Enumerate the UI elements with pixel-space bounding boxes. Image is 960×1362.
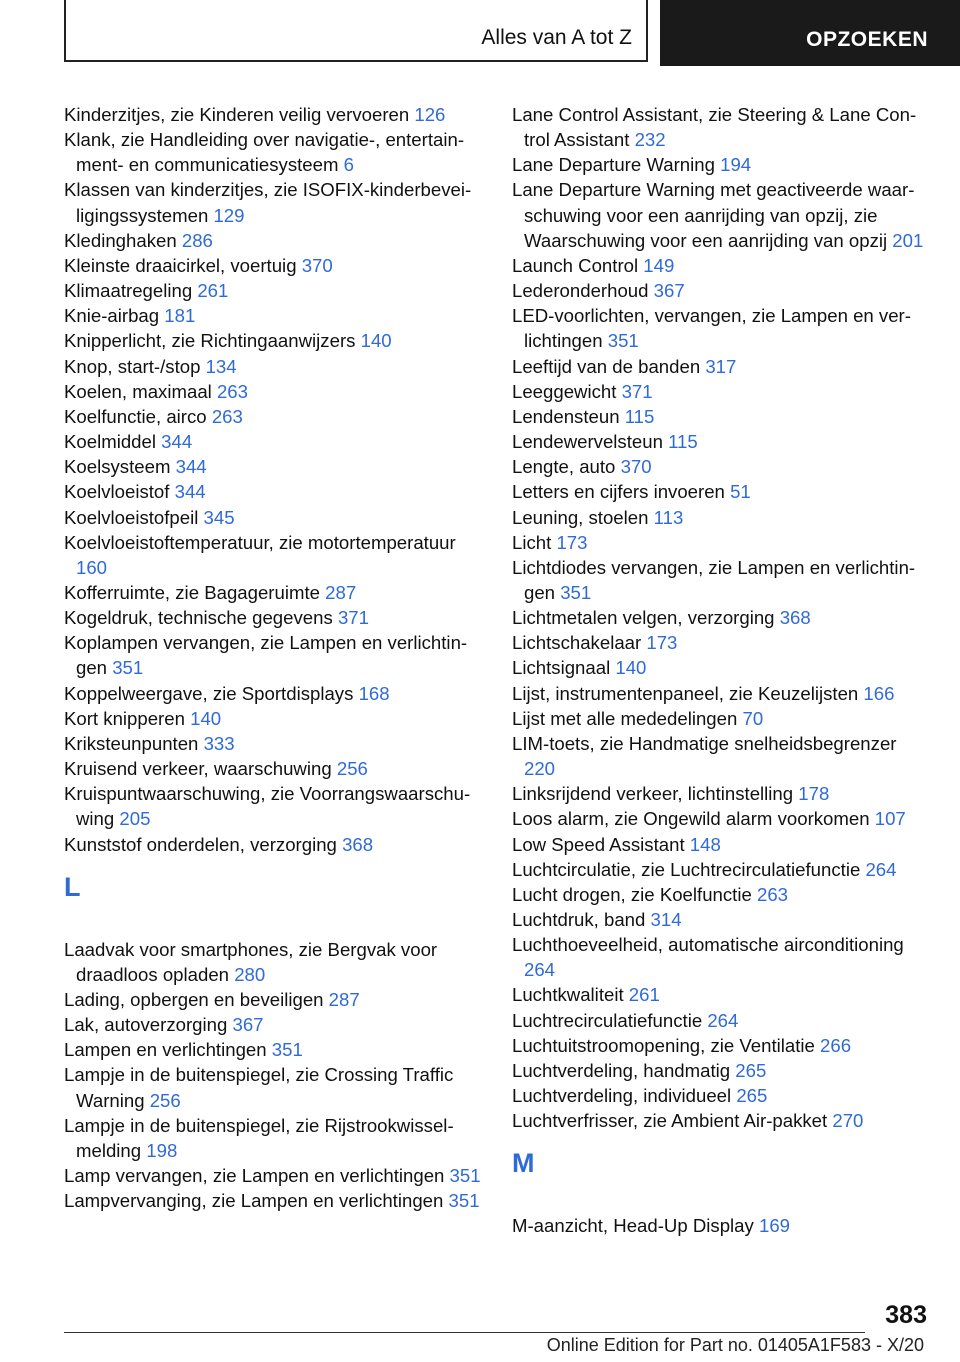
index-entry bbox=[64, 354, 489, 379]
index-entry bbox=[64, 1012, 489, 1037]
index-entry-page-link[interactable]: 287 bbox=[328, 989, 360, 1010]
index-entry bbox=[64, 127, 489, 177]
index-entry-text: Koppelweergave, zie Sportdisplays bbox=[64, 682, 354, 704]
index-entry-page-link[interactable]: 317 bbox=[705, 355, 737, 377]
index-entry bbox=[64, 530, 489, 580]
index-entry bbox=[512, 379, 932, 404]
index-entry-text: Koelvloeistofpeil bbox=[64, 506, 199, 528]
index-entry-text: Lak, autoverzorging bbox=[64, 1014, 228, 1036]
index-entry-text: Lane Departure Warning bbox=[512, 154, 715, 176]
index-group-l-continued bbox=[512, 102, 932, 1133]
index-entry-text: Lading, opbergen en beveiligen bbox=[64, 989, 324, 1010]
index-entry bbox=[64, 429, 489, 454]
index-entry-page-link[interactable]: 256 bbox=[149, 1089, 181, 1111]
index-entry-page-link[interactable]: 333 bbox=[203, 732, 235, 754]
index-entry-page-link[interactable]: 314 bbox=[650, 909, 682, 930]
index-entry bbox=[512, 253, 932, 278]
index-entry-text: Lichtschakelaar bbox=[512, 632, 642, 654]
index-entry-text: Lucht drogen, zie Koelfunctie bbox=[512, 883, 752, 905]
footer-edition: Online Edition for Part no. 01405A1F583 - X/20 bbox=[546, 1335, 924, 1355]
index-entry bbox=[64, 177, 489, 227]
index-entry-page-link[interactable]: 370 bbox=[620, 456, 652, 478]
index-entry-page-link[interactable]: 371 bbox=[337, 607, 369, 629]
index-entry-text: LIM-toets, zie Handmatige snelheidsbegrenzer bbox=[512, 732, 897, 754]
index-entry-page-link[interactable]: 148 bbox=[689, 833, 721, 855]
index-entry bbox=[512, 152, 932, 177]
index-entry-page-link[interactable]: 140 bbox=[360, 330, 392, 352]
index-entry bbox=[64, 505, 489, 530]
index-entry-page-link[interactable]: 134 bbox=[205, 355, 237, 377]
index-entry-text: Lamp vervangen, zie Lampen en verlichtingen bbox=[64, 1165, 445, 1187]
index-entry-page-link[interactable]: 368 bbox=[342, 833, 374, 855]
index-entry-text: Lampje in de buitenspiegel, zie Rijstrookwisselmelding bbox=[64, 1114, 454, 1161]
index-entry bbox=[64, 1113, 489, 1163]
index-entry-page-link[interactable]: 344 bbox=[161, 431, 193, 453]
index-letter-l: L bbox=[64, 871, 81, 902]
index-entry-text: Low Speed Assistant bbox=[512, 833, 685, 855]
index-group-m bbox=[512, 1213, 932, 1238]
index-entry-page-link[interactable]: 368 bbox=[779, 607, 811, 629]
index-entry bbox=[64, 706, 489, 731]
index-entry-page-link[interactable]: 173 bbox=[556, 531, 588, 553]
index-entry-text: Lichtmetalen velgen, verzorging bbox=[512, 607, 775, 629]
index-entry-page-link[interactable]: 140 bbox=[615, 657, 647, 679]
index-entry-page-link[interactable]: 264 bbox=[524, 959, 556, 981]
index-entry bbox=[64, 454, 489, 479]
index-entry-page-link[interactable]: 345 bbox=[203, 506, 235, 528]
index-entry-text: Leuning, stoelen bbox=[512, 506, 649, 528]
index-entry bbox=[64, 1188, 489, 1213]
index-entry-page-link[interactable]: 113 bbox=[653, 506, 684, 528]
page-header bbox=[64, 0, 960, 66]
index-entry bbox=[512, 706, 932, 731]
index-entry bbox=[512, 630, 932, 655]
index-entry-text: Licht bbox=[512, 531, 552, 553]
index-entry bbox=[512, 1033, 932, 1058]
opzoeken-tab[interactable] bbox=[660, 0, 960, 66]
index-entry bbox=[512, 454, 932, 479]
index-entry bbox=[64, 630, 489, 680]
index-entry-page-link[interactable]: 264 bbox=[865, 858, 897, 880]
index-entry bbox=[512, 1008, 932, 1033]
index-entry-page-link[interactable]: 205 bbox=[119, 808, 151, 830]
index-entry bbox=[64, 404, 489, 429]
index-group-l bbox=[64, 937, 489, 1214]
index-entry bbox=[64, 479, 489, 504]
index-entry bbox=[512, 857, 932, 882]
index-entry-text: Lampen en verlichtingen bbox=[64, 1039, 267, 1061]
index-entry-text: Lichtdiodes vervangen, zie Lampen en verlichtingen bbox=[512, 556, 916, 603]
index-entry-text: Koelfunctie, airco bbox=[64, 405, 207, 427]
index-entry-text: Laadvak voor smartphones, zie Bergvak voor draadloos opladen bbox=[64, 938, 438, 985]
index-entry bbox=[512, 932, 932, 982]
index-entry-text: Letters en cijfers invoeren bbox=[512, 481, 725, 503]
index-entry-text: Luchtverfrisser, zie Ambient Air-pakket bbox=[512, 1110, 828, 1132]
index-entry-text: Klimaatregeling bbox=[64, 280, 193, 302]
index-entry bbox=[64, 1163, 489, 1188]
index-entry-text: Lampje in de buitenspiegel, zie Crossing Traffic Warning bbox=[64, 1064, 454, 1111]
index-entry bbox=[512, 882, 932, 907]
index-entry bbox=[512, 605, 932, 630]
index-entry-text: Lendewervelsteun bbox=[512, 431, 663, 453]
index-entry bbox=[512, 655, 932, 680]
index-entry bbox=[512, 832, 932, 857]
index-entry bbox=[64, 756, 489, 781]
index-entry-text: Kleinste draaicirkel, voertuig bbox=[64, 254, 297, 276]
index-entry-text: Lendensteun bbox=[512, 405, 620, 427]
index-entry-text: Lengte, auto bbox=[512, 456, 616, 478]
index-entry-text: Kruisend verkeer, waarschuwing bbox=[64, 758, 332, 780]
index-group-k bbox=[64, 102, 489, 857]
index-entry-text: Loos alarm, zie Ongewild alarm voorkomen bbox=[512, 808, 870, 830]
index-entry-text: Lijst, instrumentenpaneel, zie Keuzelijsten bbox=[512, 682, 859, 704]
index-entry-page-link[interactable]: 351 bbox=[448, 1190, 480, 1212]
index-entry bbox=[512, 404, 932, 429]
index-entry bbox=[64, 580, 489, 605]
index-entry bbox=[64, 253, 489, 278]
index-entry bbox=[512, 555, 932, 605]
index-entry-page-link[interactable]: 280 bbox=[234, 963, 266, 985]
index-entry-page-link[interactable]: 287 bbox=[325, 581, 357, 603]
index-entry bbox=[512, 1058, 932, 1083]
index-entry-text: Lijst met alle mededelingen bbox=[512, 707, 738, 729]
index-entry-page-link[interactable]: 178 bbox=[798, 783, 830, 805]
index-entry bbox=[64, 605, 489, 630]
index-column-right bbox=[512, 102, 932, 1239]
index-entry-text: Lampvervanging, zie Lampen en verlichtingen bbox=[64, 1190, 444, 1212]
index-entry bbox=[64, 328, 489, 353]
index-entry bbox=[512, 354, 932, 379]
index-entry-text: Kruispuntwaarschuwing, zie Voorrangswaarschuwing bbox=[64, 783, 471, 830]
index-entry-page-link[interactable]: 371 bbox=[621, 380, 653, 402]
index-entry-page-link[interactable]: 149 bbox=[643, 254, 675, 276]
index-entry-page-link[interactable]: 6 bbox=[343, 154, 354, 176]
index-entry-page-link[interactable]: 344 bbox=[174, 481, 206, 503]
index-entry bbox=[512, 731, 932, 781]
index-entry-page-link[interactable]: 367 bbox=[653, 280, 685, 302]
index-entry-page-link[interactable]: 351 bbox=[607, 330, 639, 352]
index-entry-page-link[interactable]: 367 bbox=[232, 1014, 264, 1036]
footer-rule bbox=[64, 1332, 865, 1333]
index-entry bbox=[512, 1108, 932, 1133]
index-entry-text: Launch Control bbox=[512, 254, 639, 276]
index-entry bbox=[512, 982, 932, 1007]
index-entry-page-link[interactable]: 351 bbox=[449, 1165, 481, 1187]
index-entry-page-link[interactable]: 169 bbox=[758, 1215, 791, 1237]
index-entry-page-link[interactable]: 160 bbox=[76, 556, 108, 578]
index-entry-page-link[interactable]: 107 bbox=[874, 808, 906, 830]
index-entry-page-link[interactable]: 129 bbox=[213, 204, 245, 226]
index-entry-page-link[interactable]: 263 bbox=[211, 405, 243, 427]
index-entry-text: Knop, start-/stop bbox=[64, 355, 201, 377]
index-entry bbox=[512, 681, 932, 706]
index-entry-page-link[interactable]: 70 bbox=[742, 707, 764, 729]
index-entry-page-link[interactable]: 51 bbox=[730, 481, 751, 503]
index-entry-text: Lederonderhoud bbox=[512, 280, 649, 302]
index-entry-page-link[interactable]: 351 bbox=[271, 1039, 303, 1061]
index-entry-text: Luchtkwaliteit bbox=[512, 984, 624, 1006]
index-entry-text: Luchtverdeling, handmatig bbox=[512, 1059, 731, 1081]
index-entry-page-link[interactable]: 201 bbox=[892, 229, 924, 251]
index-entry bbox=[512, 1213, 932, 1238]
index-entry bbox=[64, 781, 489, 831]
index-column-left bbox=[64, 102, 489, 1213]
index-entry-page-link[interactable]: 256 bbox=[336, 758, 368, 780]
index-entry-text: Kogeldruk, technische gegevens bbox=[64, 607, 333, 629]
index-entry bbox=[512, 530, 932, 555]
index-entry bbox=[64, 832, 489, 857]
index-entry bbox=[512, 907, 932, 932]
index-entry-text: Luchtverdeling, individueel bbox=[512, 1085, 732, 1107]
index-entry bbox=[64, 1037, 489, 1062]
index-entry-page-link[interactable]: 270 bbox=[832, 1110, 864, 1132]
index-entry-text: Luchtdruk, band bbox=[512, 909, 646, 930]
index-entry-text: Lane Control Assistant, zie Steering & Lane Control Assistant bbox=[512, 104, 917, 151]
index-entry-text: LED-voorlichten, vervangen, zie Lampen en verlichtingen bbox=[512, 305, 911, 352]
index-letter-m: M bbox=[512, 1148, 535, 1179]
index-entry bbox=[512, 1083, 932, 1108]
index-entry-text: Luchtuitstroomopening, zie Ventilatie bbox=[512, 1034, 815, 1056]
index-entry-text: Leeftijd van de banden bbox=[512, 355, 701, 377]
index-entry bbox=[512, 806, 932, 831]
index-entry bbox=[64, 987, 489, 1012]
index-entry-page-link[interactable]: 344 bbox=[175, 456, 207, 478]
index-entry-page-link[interactable]: 351 bbox=[112, 657, 144, 679]
index-entry bbox=[512, 781, 932, 806]
index-entry bbox=[64, 228, 489, 253]
index-entry-text: Koelen, maximaal bbox=[64, 380, 212, 402]
index-entry-page-link[interactable]: 181 bbox=[164, 305, 196, 327]
index-entry-page-link[interactable]: 198 bbox=[146, 1139, 178, 1161]
index-entry-text: Knipperlicht, zie Richtingaanwijzers bbox=[64, 330, 356, 352]
index-entry-text: Koplampen vervangen, zie Lampen en verlichtingen bbox=[64, 632, 468, 679]
index-entry-page-link[interactable]: 261 bbox=[628, 984, 660, 1006]
index-entry-page-link[interactable]: 265 bbox=[735, 1059, 767, 1081]
index-entry-page-link[interactable]: 261 bbox=[197, 280, 229, 302]
opzoeken-tab-label: OPZOEKEN bbox=[806, 28, 928, 51]
index-entry bbox=[512, 479, 932, 504]
index-entry bbox=[512, 505, 932, 530]
index-entry bbox=[512, 303, 932, 353]
index-entry-text: Luchthoeveelheid, automatische airconditioning bbox=[512, 934, 904, 956]
index-entry-page-link[interactable]: 140 bbox=[190, 707, 222, 729]
index-entry-page-link[interactable]: 126 bbox=[414, 104, 446, 125]
index-entry bbox=[512, 177, 932, 252]
index-entry bbox=[64, 937, 489, 987]
index-entry-page-link[interactable]: 265 bbox=[736, 1085, 768, 1107]
index-entry bbox=[64, 1062, 489, 1112]
index-entry-text: Lane Departure Warning met geactiveerde waarschuwing voor een aanrijding van opzij, zie Waarschuwing voor een aanrijding van opzij bbox=[512, 179, 915, 251]
index-entry-text: Linksrijdend verkeer, lichtinstelling bbox=[512, 783, 794, 805]
index-entry-page-link[interactable]: 173 bbox=[646, 632, 678, 654]
index-entry bbox=[64, 681, 489, 706]
index-entry-text: Luchtrecirculatiefunctie bbox=[512, 1009, 703, 1031]
index-entry-page-link[interactable]: 263 bbox=[216, 380, 248, 402]
index-entry-text: Leeggewicht bbox=[512, 380, 617, 402]
index-entry-page-link[interactable]: 115 bbox=[668, 431, 698, 453]
index-entry bbox=[64, 303, 489, 328]
index-entry-text: Klank, zie Handleiding over navigatie-, entertainment- en communicatiesysteem bbox=[64, 129, 465, 176]
index-entry bbox=[64, 102, 489, 127]
index-entry-text: Koelmiddel bbox=[64, 431, 156, 453]
index-entry-text: Koelvloeistoftemperatuur, zie motortemperatuur bbox=[64, 531, 456, 553]
index-entry-page-link[interactable]: 351 bbox=[560, 581, 592, 603]
index-entry-page-link[interactable]: 263 bbox=[756, 883, 789, 905]
index-entry-page-link[interactable]: 232 bbox=[634, 129, 666, 151]
index-entry bbox=[64, 379, 489, 404]
index-entry bbox=[64, 278, 489, 303]
page-number: 383 bbox=[885, 1301, 927, 1329]
index-entry bbox=[512, 429, 932, 454]
index-entry-page-link[interactable]: 166 bbox=[863, 682, 895, 704]
index-entry-page-link[interactable]: 286 bbox=[181, 229, 213, 251]
index-entry-page-link[interactable]: 266 bbox=[820, 1034, 852, 1056]
section-title-box bbox=[64, 0, 648, 62]
index-entry bbox=[64, 731, 489, 756]
index-entry-page-link[interactable]: 194 bbox=[720, 154, 752, 176]
index-entry-text: M-aanzicht, Head-Up Display bbox=[512, 1215, 754, 1237]
index-entry-text: Koelvloeistof bbox=[64, 481, 170, 503]
section-title: Alles van A tot Z bbox=[481, 26, 632, 49]
index-entry-page-link[interactable]: 370 bbox=[301, 254, 333, 276]
index-entry-text: Kort knipperen bbox=[64, 707, 185, 729]
index-entry-text: Knie-airbag bbox=[64, 305, 160, 327]
index-entry-text: Kinderzitjes, zie Kinderen veilig vervoeren bbox=[64, 104, 410, 125]
index-entry-text: Kledinghaken bbox=[64, 229, 177, 251]
index-entry-page-link[interactable]: 220 bbox=[524, 758, 556, 780]
index-entry bbox=[512, 278, 932, 303]
index-entry-text: Kunststof onderdelen, verzorging bbox=[64, 833, 337, 855]
index-entry bbox=[512, 102, 932, 152]
index-entry-text: Koelsysteem bbox=[64, 456, 171, 478]
index-entry-text: Klassen van kinderzitjes, zie ISOFIX-kinderbeveiligingssystemen bbox=[64, 179, 472, 226]
index-entry-text: Kriksteunpunten bbox=[64, 732, 199, 754]
index-entry-page-link[interactable]: 168 bbox=[358, 682, 390, 704]
index-entry-page-link[interactable]: 264 bbox=[707, 1009, 739, 1031]
index-entry-text: Kofferruimte, zie Bagageruimte bbox=[64, 581, 320, 603]
index-entry-text: Luchtcirculatie, zie Luchtrecirculatiefunctie bbox=[512, 858, 861, 880]
index-entry-page-link[interactable]: 115 bbox=[624, 405, 655, 427]
index-entry-text: Lichtsignaal bbox=[512, 657, 611, 679]
